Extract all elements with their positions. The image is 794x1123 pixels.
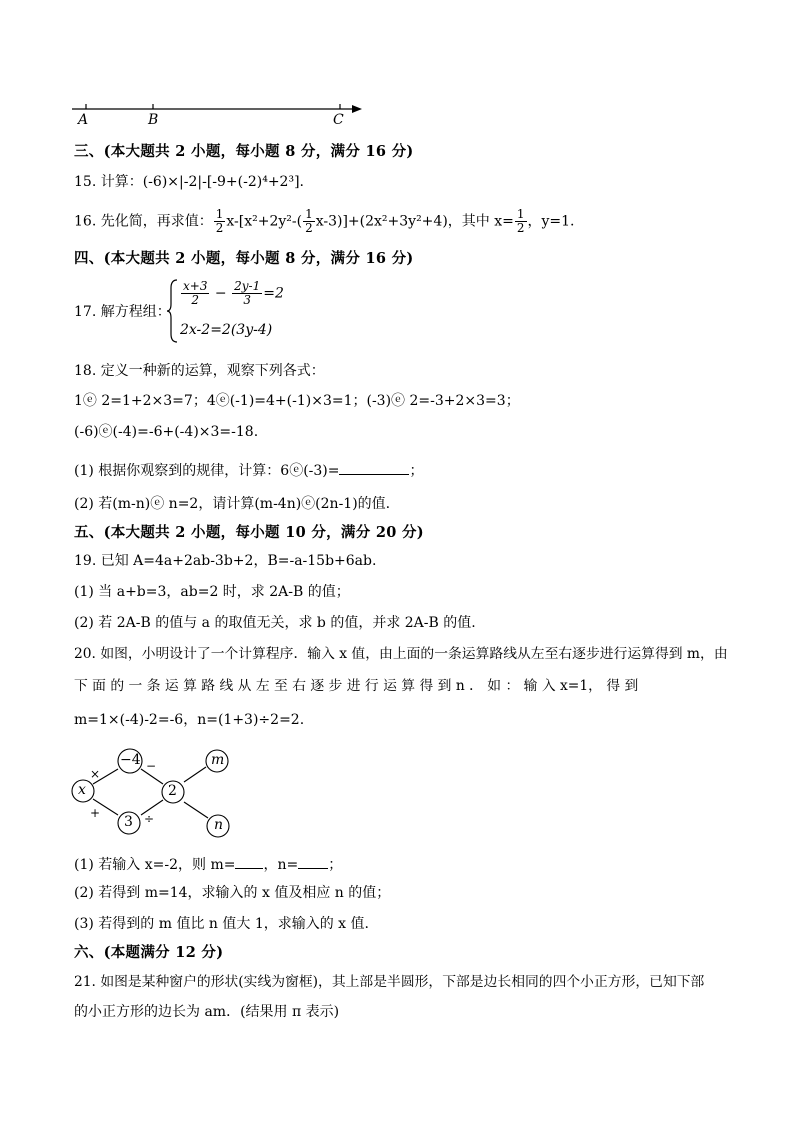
q15-expression: (-6)×|-2|-[-9+(-2)⁴+2³]. [142, 174, 304, 190]
q18-part-1: (1) 根据你观察到的规律，计算：6ⓔ(-3)= ； [74, 460, 423, 480]
q16-expr-a: x-[x²+2y²-( [226, 213, 303, 230]
q20-n-blank[interactable] [298, 854, 328, 869]
q19-intro: 19. 已知 A=4a+2ab-3b+2，B=-a-15b+6ab. [74, 553, 377, 569]
number-line [0, 0, 794, 130]
divide-operator: ÷ [144, 812, 155, 826]
q18-line-2: (-6)ⓔ(-4)=-6+(-4)×3=-18. [74, 424, 259, 440]
q21-line-1: 21. 如图是某种窗户的形状(实线为窗框)，其上部是半圆形，下部是边长相同的四个小正方形，已知下部 [74, 974, 705, 990]
q18-answer-blank[interactable] [339, 460, 409, 475]
node-2-label: 2 [168, 783, 177, 799]
point-c-label: C [333, 112, 344, 128]
q17-equation-1: $\frac{x+3}{2}$ − $\frac{2y-1}{3}$ =2 [183, 279, 284, 308]
node-3-label: 3 [124, 814, 133, 830]
minus-operator: − [146, 759, 157, 773]
node-neg4-label: −4 [120, 752, 141, 768]
node-n-label: n [214, 817, 224, 833]
q18-part-2: (2) 若(m-n)ⓔ n=2，请计算(m-4n)ⓔ(2n-1)的值. [74, 496, 391, 512]
q16-frac-3: $\frac{1}{2}$ [516, 207, 525, 236]
q20-part-1: (1) 若输入 x=-2，则 m= ，n= ； [74, 854, 342, 874]
q16-frac-1: $\frac{1}{2}$ [215, 207, 224, 236]
q20-line-1: 20. 如图，小明设计了一个计算程序．输入 x 值，由上面的一条运算路线从左至右逐步进行运算得到 m，由 [74, 646, 728, 662]
q19-part-1: (1) 当 a+b=3，ab=2 时，求 2A-B 的值； [74, 584, 350, 600]
section-4-heading: 四、(本大题共 2 小题，每小题 8 分，满分 16 分) [74, 250, 414, 267]
q16-number: 16. 先化简，再求值： [74, 213, 213, 230]
q17-number: 17. 解方程组： [74, 304, 171, 320]
q20-part-3: (3) 若得到的 m 值比 n 值大 1，求输入的 x 值. [74, 916, 369, 932]
q20-m-blank[interactable] [235, 854, 263, 869]
q15-number: 15. 计算： [74, 174, 143, 190]
q16-expr-b: x-3)]+(2x²+3y²+4)，其中 x= [315, 213, 514, 230]
q20-line-2: 下 面 的 一 条 运 算 路 线 从 左 至 右 逐 步 进 行 运 算 得 到 n ． 如 ： 输 入 x=1， 得 到 [74, 678, 639, 694]
q16-frac-2: $\frac{1}{2}$ [305, 207, 313, 236]
point-b-label: B [148, 112, 159, 128]
question-16 [74, 208, 575, 235]
q17-equation-2: 2x-2=2(3y-4) [180, 322, 273, 338]
q21-line-2: 的小正方形的边长为 am．(结果用 π 表示) [74, 1004, 340, 1020]
q17-brace [166, 278, 180, 344]
q16-expr-c: ，y=1. [527, 213, 575, 230]
node-m-label: m [211, 752, 225, 768]
q20-part-2: (2) 若得到 m=14，求输入的 x 值及相应 n 的值； [74, 885, 391, 901]
q18-intro: 18. 定义一种新的运算，观察下列各式： [74, 363, 325, 379]
plus-operator: + [90, 806, 101, 820]
section-5-heading: 五、(本大题共 2 小题，每小题 10 分，满分 20 分) [74, 524, 424, 541]
node-x-label: x [78, 782, 86, 798]
q20-line-3: m=1×(-4)-2=-6，n=(1+3)÷2=2. [74, 712, 305, 728]
question-15 [74, 174, 304, 191]
point-a-label: A [78, 112, 89, 128]
q19-part-2: (2) 若 2A-B 的值与 a 的取值无关，求 b 的值，并求 2A-B 的值. [74, 615, 476, 631]
q18-line-1: 1ⓔ 2=1+2×3=7；4ⓔ(-1)=4+(-1)×3=1；(-3)ⓔ 2=-3+2×3=3； [74, 393, 520, 409]
section-3-heading: 三、(本大题共 2 小题，每小题 8 分，满分 16 分) [74, 143, 414, 160]
section-6-heading: 六、(本题满分 12 分) [74, 944, 224, 961]
times-operator: × [90, 767, 101, 781]
